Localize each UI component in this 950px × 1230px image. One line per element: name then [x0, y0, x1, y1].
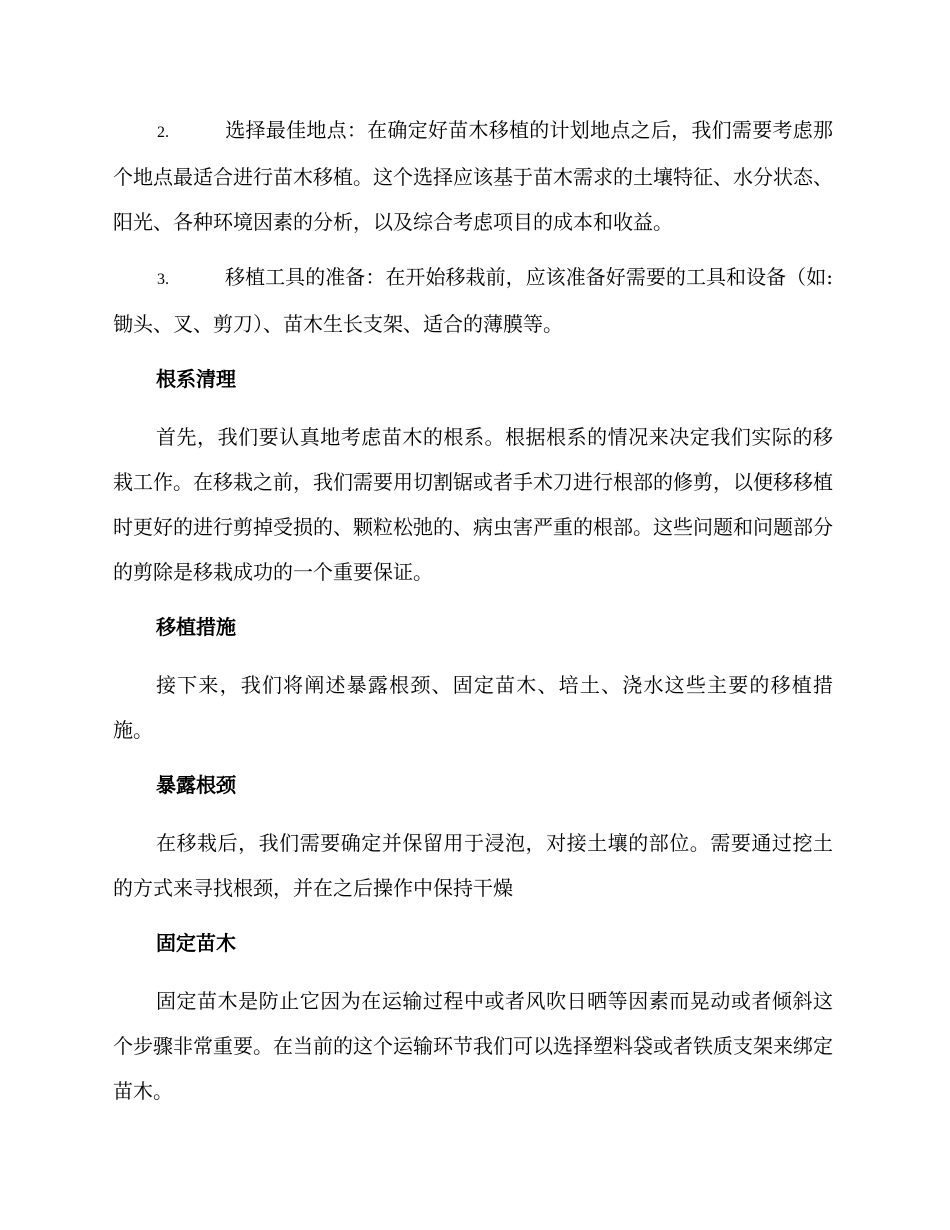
section-paragraph: 接下来，我们将阐述暴露根颈、固定苗木、培土、浇水这些主要的移植措施。 — [113, 673, 833, 742]
section-paragraph: 首先，我们要认真地考虑苗木的根系。根据根系的情况来决定我们实际的移栽工作。在移栽之前，我们需要用切割锯或者手术刀进行根部的修剪，以便移移植时更好的进行剪掉受损的、颗粒松弛的、病虫害严重的根部。这些问题和问题部分的剪除是移栽成功的一个重要保证。 — [113, 425, 833, 584]
list-item-number: 2. — [157, 124, 169, 141]
section-heading-root-cleanup: 根系清理 — [156, 367, 236, 391]
section-heading-expose-root-collar: 暴露根颈 — [156, 773, 236, 797]
section-paragraph: 在移栽后，我们需要确定并保留用于浸泡，对接土壤的部位。需要通过挖土的方式来寻找根颈，并在之后操作中保持干燥 — [113, 831, 833, 900]
list-item-text: 移植工具的准备：在开始移栽前，应该准备好需要的工具和设备（如:锄头、叉、剪刀）、苗木生长支架、适合的薄膜等。 — [113, 265, 833, 336]
list-item — [113, 108, 833, 245]
list-item-text: 选择最佳地点：在确定好苗木移植的计划地点之后，我们需要考虑那个地点最适合进行苗木移植。这个选择应该基于苗木需求的土壤特征、水分状态、阳光、各种环境因素的分析，以及综合考虑项目的成本和收益。 — [113, 118, 833, 234]
section-heading-transplant-measures: 移植措施 — [156, 615, 236, 639]
list-item-number: 3. — [157, 271, 169, 288]
section-heading-fix-seedling: 固定苗木 — [156, 931, 236, 955]
document-body — [113, 108, 833, 1124]
section-paragraph: 固定苗木是防止它因为在运输过程中或者风吹日晒等因素而晃动或者倾斜这个步骤非常重要。在当前的这个运输环节我们可以选择塑料袋或者铁质支架来绑定苗木。 — [113, 989, 833, 1103]
list-item — [113, 255, 833, 347]
